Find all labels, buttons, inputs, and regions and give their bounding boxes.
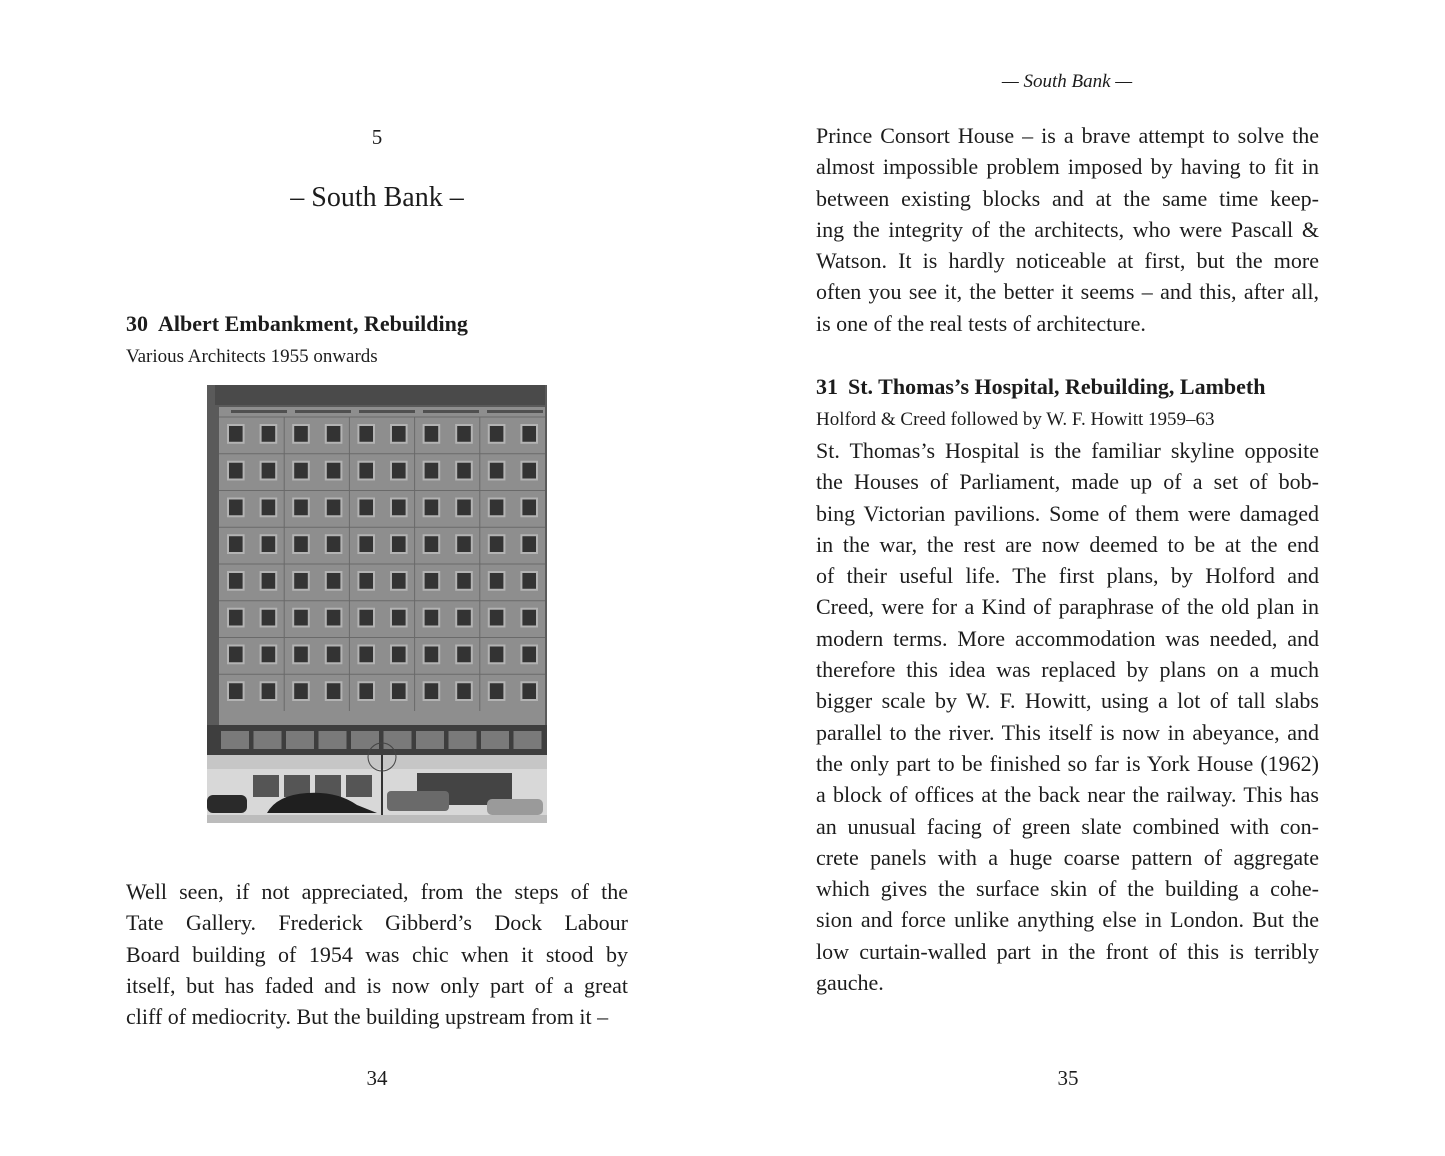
text-line: of their useful life. The first plans, by Holford and: [816, 563, 1319, 589]
window: [522, 683, 536, 699]
text-line: sion and force unlike anything else in London. But the: [816, 907, 1319, 933]
entry-number: 31: [816, 374, 838, 399]
window: [359, 536, 373, 552]
page-number: 35: [1057, 1066, 1079, 1090]
band-window: [254, 731, 282, 749]
car: [487, 799, 543, 815]
text-line: which gives the surface skin of the building a cohe-: [816, 876, 1319, 902]
text-line: low curtain-walled part in the front of this is terribly: [816, 938, 1319, 964]
left-page: [0, 0, 722, 1156]
window: [359, 500, 373, 516]
window: [294, 573, 308, 589]
continued-text: [816, 120, 1319, 339]
window: [229, 536, 243, 552]
window: [262, 463, 276, 479]
text-line: cliff of mediocrity. But the building upstream from it –: [126, 1004, 609, 1030]
band-window: [384, 731, 412, 749]
text-line: modern terms. More accommodation was needed, and: [816, 625, 1319, 651]
window: [359, 573, 373, 589]
entry-credit: Various Architects 1955 onwards: [126, 346, 378, 367]
entry-title: St. Thomas’s Hospital, Rebuilding, Lambeth: [848, 374, 1266, 399]
window: [294, 426, 308, 442]
text-line: itself, but has faded and is now only part of a great: [126, 972, 628, 998]
right-page: [723, 0, 1445, 1156]
window: [229, 647, 243, 663]
band-window: [481, 731, 509, 749]
text-line: Well seen, if not appreciated, from the steps of the: [126, 879, 628, 904]
window: [457, 683, 471, 699]
building-facade: [219, 407, 545, 725]
window: [327, 536, 341, 552]
window: [490, 573, 504, 589]
text-line: a block of offices at the back near the railway. This has: [816, 782, 1319, 808]
window: [229, 683, 243, 699]
window: [327, 683, 341, 699]
window: [425, 500, 439, 516]
text-line: Watson. It is hardly noticeable at first, but the more: [816, 248, 1319, 274]
band-window: [449, 731, 477, 749]
entry-number: 30: [126, 311, 148, 336]
window: [392, 610, 406, 626]
text-line: an unusual facing of green slate combined with con-: [816, 813, 1319, 839]
window: [457, 463, 471, 479]
text-line: Board building of 1954 was chic when it stood by: [126, 941, 628, 967]
parapet-slot: [487, 410, 543, 413]
car: [207, 795, 247, 813]
window: [327, 647, 341, 663]
window: [327, 573, 341, 589]
band-window: [514, 731, 542, 749]
window: [425, 536, 439, 552]
band-window: [416, 731, 444, 749]
window: [425, 647, 439, 663]
text-line: Creed, were for a Kind of paraphrase of the old plan in: [816, 594, 1319, 620]
window: [229, 610, 243, 626]
window: [457, 610, 471, 626]
window: [229, 500, 243, 516]
window: [359, 610, 373, 626]
window: [457, 426, 471, 442]
body-text: [816, 435, 1319, 998]
text-line: bigger scale by W. F. Howitt, using a lot of tall slabs: [816, 688, 1319, 714]
window: [425, 463, 439, 479]
window: [392, 536, 406, 552]
window: [522, 500, 536, 516]
window: [294, 647, 308, 663]
entry-credit: Holford & Creed followed by W. F. Howitt 1959–63: [816, 409, 1215, 430]
window: [294, 536, 308, 552]
text-line: crete panels with a huge coarse pattern of aggregate: [816, 844, 1319, 870]
text-line: therefore this idea was replaced by plans on a much: [816, 657, 1319, 683]
window: [262, 683, 276, 699]
window: [490, 610, 504, 626]
canopy: [207, 755, 547, 769]
window: [522, 536, 536, 552]
window: [327, 463, 341, 479]
text-line: St. Thomas’s Hospital is the familiar skyline opposite: [816, 438, 1319, 463]
window: [229, 426, 243, 442]
window: [327, 426, 341, 442]
text-line: bing Victorian pavilions. Some of them were damaged: [816, 500, 1319, 526]
text-line: between existing blocks and at the same time keep-: [816, 185, 1319, 211]
building-photo: [207, 385, 547, 823]
window: [359, 647, 373, 663]
window: [229, 573, 243, 589]
page-number: 34: [366, 1066, 388, 1090]
band-window: [351, 731, 379, 749]
van: [387, 791, 449, 811]
window: [294, 610, 308, 626]
entry-heading: [126, 309, 468, 339]
band-window: [286, 731, 314, 749]
window: [262, 647, 276, 663]
text-line: ing the integrity of the architects, who were Pascall &: [816, 216, 1319, 242]
entry-heading: [816, 372, 1265, 402]
window: [327, 610, 341, 626]
window: [457, 536, 471, 552]
text-line: almost impossible problem imposed by having to fit in: [816, 154, 1319, 180]
text-line: parallel to the river. This itself is now in abeyance, and: [816, 719, 1319, 745]
window: [522, 647, 536, 663]
window: [359, 683, 373, 699]
building-parapet: [215, 385, 545, 405]
window: [490, 426, 504, 442]
window: [425, 610, 439, 626]
window: [262, 573, 276, 589]
window: [359, 426, 373, 442]
running-head: — South Bank —: [1001, 71, 1133, 92]
window: [522, 573, 536, 589]
window: [457, 647, 471, 663]
window: [392, 463, 406, 479]
window: [294, 683, 308, 699]
window: [392, 683, 406, 699]
window: [294, 500, 308, 516]
window: [490, 683, 504, 699]
window: [425, 573, 439, 589]
text-line: is one of the real tests of architecture.: [816, 310, 1146, 336]
shop-window: [346, 775, 372, 797]
text-line: often you see it, the better it seems – and this, after all,: [816, 279, 1319, 305]
window: [327, 500, 341, 516]
text-line: the only part to be finished so far is York House (1962): [816, 750, 1319, 776]
parapet-slot: [295, 410, 351, 413]
body-text: [126, 876, 628, 1032]
band-window: [221, 731, 249, 749]
window: [392, 573, 406, 589]
window: [522, 610, 536, 626]
chapter-number: 5: [371, 125, 383, 149]
window: [392, 647, 406, 663]
shop-window: [253, 775, 279, 797]
window: [490, 536, 504, 552]
parapet-slot: [423, 410, 479, 413]
window: [425, 683, 439, 699]
window: [262, 536, 276, 552]
window: [359, 463, 373, 479]
window: [392, 426, 406, 442]
chapter-title: – South Bank –: [290, 182, 464, 213]
window: [457, 573, 471, 589]
window: [262, 500, 276, 516]
text-line: Prince Consort House – is a brave attempt to solve the: [816, 123, 1319, 148]
parapet-slot: [359, 410, 415, 413]
text-line: Tate Gallery. Frederick Gibberd’s Dock Labour: [126, 910, 628, 936]
street: [207, 815, 547, 823]
window: [425, 426, 439, 442]
window: [490, 647, 504, 663]
text-line: in the war, the rest are now deemed to be at the end: [816, 531, 1319, 557]
window: [294, 463, 308, 479]
window: [392, 500, 406, 516]
building-facade-illustration: [207, 385, 547, 823]
window: [262, 426, 276, 442]
window: [457, 500, 471, 516]
window: [522, 426, 536, 442]
window: [262, 610, 276, 626]
parapet-slot: [231, 410, 287, 413]
window: [522, 463, 536, 479]
window: [229, 463, 243, 479]
entry-title: Albert Embankment, Rebuilding: [158, 311, 468, 336]
band-window: [319, 731, 347, 749]
text-line: gauche.: [816, 970, 884, 996]
window: [490, 463, 504, 479]
text-line: the Houses of Parliament, made up of a set of bob-: [816, 469, 1319, 495]
window: [490, 500, 504, 516]
